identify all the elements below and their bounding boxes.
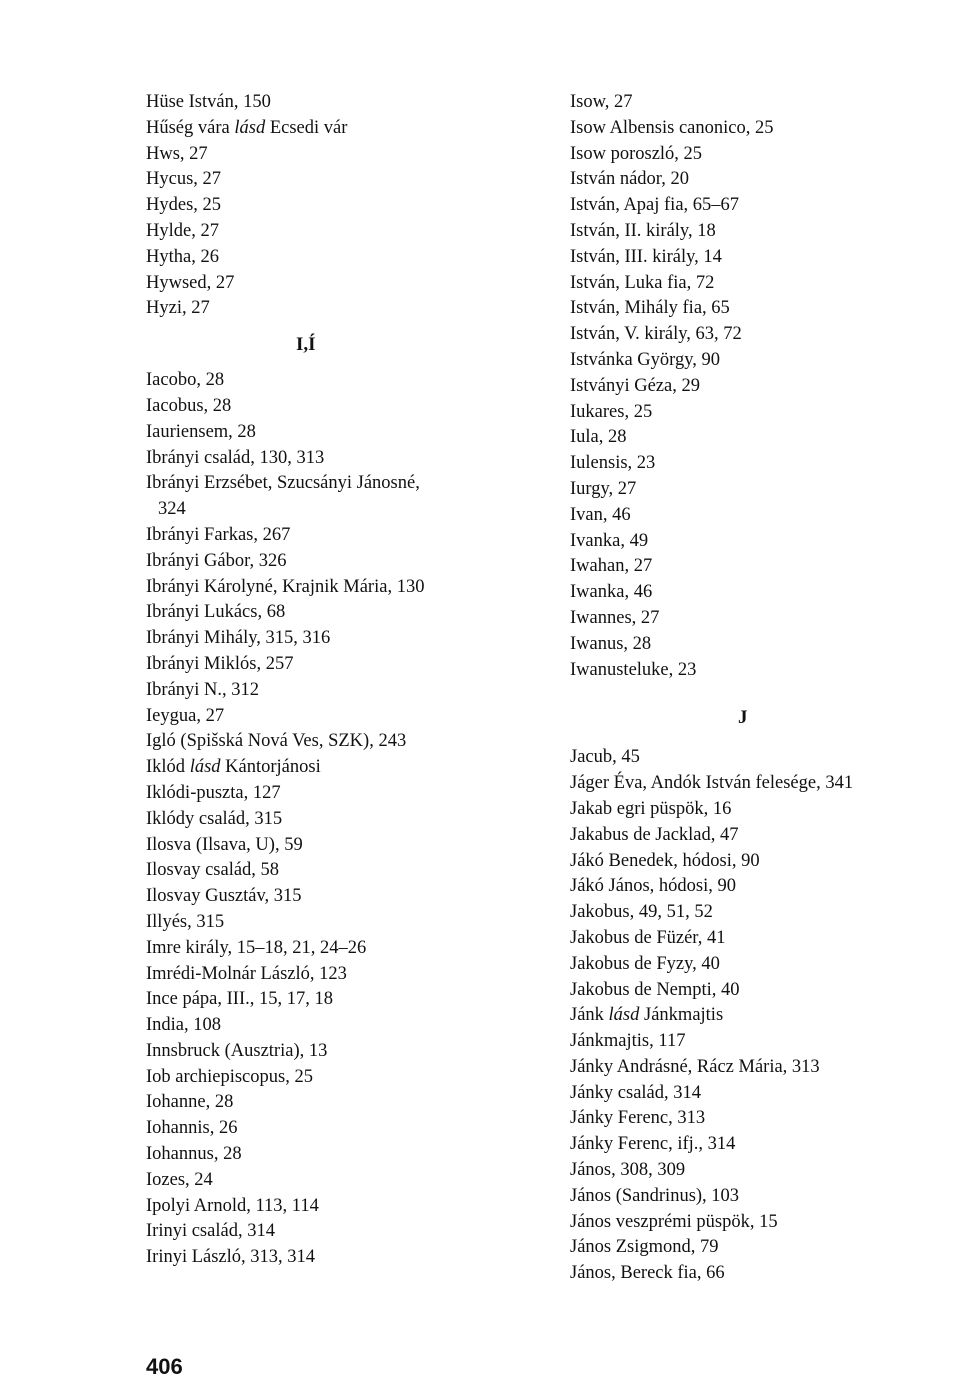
index-entry: István, III. király, 14 — [570, 246, 722, 267]
index-entry: Jakabus de Jacklad, 47 — [570, 824, 739, 845]
index-entry: Jakobus de Nempti, 40 — [570, 979, 740, 1000]
index-entry: Ibrányi Mihály, 315, 316 — [146, 628, 331, 649]
index-entry: Hytha, 26 — [146, 246, 219, 267]
index-entry: India, 108 — [146, 1015, 222, 1036]
index-entry: János Zsigmond, 79 — [570, 1237, 719, 1258]
index-entry: Hydes, 25 — [146, 195, 222, 216]
index-entry: Jakobus, 49, 51, 52 — [570, 902, 713, 923]
entry-text: Ibrányi Erzsébet, Szucsányi Jánosné, — [146, 473, 420, 494]
entry-continuation: 324 — [158, 499, 186, 520]
index-entry: Ibrányi Lukács, 68 — [146, 602, 286, 623]
index-entry: Irinyi család, 314 — [146, 1221, 275, 1242]
index-entry: Ieygua, 27 — [146, 705, 225, 726]
index-entry: Jánkmajtis, 117 — [570, 1031, 686, 1052]
index-entry: Ilosvay család, 58 — [146, 860, 280, 881]
section-heading: I,Í — [296, 334, 316, 356]
index-entry: Iula, 28 — [570, 427, 627, 448]
index-entry — [146, 116, 536, 142]
index-entry: Ibrányi Gábor, 326 — [146, 550, 287, 571]
index-entry: Jakobus de Fyzy, 40 — [570, 953, 720, 974]
index-group — [570, 90, 955, 683]
index-entry: Ibrányi N., 312 — [146, 679, 260, 700]
index-entry: János (Sandrinus), 103 — [570, 1185, 740, 1206]
index-entry: Hywsed, 27 — [146, 272, 235, 293]
index-entry: Igló (Spišská Nová Ves, SZK), 243 — [146, 731, 407, 752]
right-index-column — [570, 90, 955, 1287]
page-number: 406 — [146, 1354, 183, 1379]
entry-text: Kántorjánosi — [225, 757, 321, 778]
index-entry: Hüse István, 150 — [146, 92, 271, 112]
index-entry: Iwahan, 27 — [570, 556, 653, 577]
index-entry: Ibrányi Farkas, 267 — [146, 524, 291, 545]
index-entry: Iacobo, 28 — [146, 370, 225, 391]
index-entry: Iozes, 24 — [146, 1169, 213, 1190]
index-entry: Jakab egri püspök, 16 — [570, 798, 732, 819]
index-entry: Istvánka György, 90 — [570, 349, 721, 370]
index-entry: Ivan, 46 — [570, 504, 631, 525]
index-entry: Iohannis, 26 — [146, 1118, 238, 1139]
entry-text: Ecsedi vár — [269, 117, 348, 138]
index-entry: Hycus, 27 — [146, 169, 222, 190]
entry-text: Hűség vára — [146, 117, 230, 138]
index-entry: Jákó János, hódosi, 90 — [570, 876, 736, 897]
section-heading: J — [738, 707, 748, 729]
index-entry: Jákó Benedek, hódosi, 90 — [570, 850, 760, 871]
index-entry: Iwanus, 28 — [570, 633, 652, 654]
index-entry: Jáger Éva, Andók István felesége, 341 — [570, 773, 854, 794]
index-entry: Jánky család, 314 — [570, 1082, 702, 1103]
index-entry: Iklódi-puszta, 127 — [146, 782, 281, 803]
index-entry: Isow Albensis canonico, 25 — [570, 117, 774, 138]
index-entry: Iklódy család, 315 — [146, 808, 283, 829]
index-entry: Innsbruck (Ausztria), 13 — [146, 1040, 328, 1061]
index-entry: Hws, 27 — [146, 143, 208, 164]
entry-text: Jánk — [570, 1005, 604, 1026]
index-entry: István, Mihály fia, 65 — [570, 298, 730, 319]
index-entry: Ince pápa, III., 15, 17, 18 — [146, 989, 333, 1010]
index-entry: Hylde, 27 — [146, 220, 219, 241]
index-entry: János, Bereck fia, 66 — [570, 1263, 725, 1284]
index-entry: Iwanka, 46 — [570, 582, 653, 603]
see-reference: lásd — [189, 757, 221, 778]
index-entry: Jacub, 45 — [570, 747, 640, 768]
index-entry: Jánky Andrásné, Rácz Mária, 313 — [570, 1056, 820, 1077]
index-entry: Iauriensem, 28 — [146, 421, 256, 442]
entry-text: Iklód — [146, 757, 186, 778]
index-entry: Iwanusteluke, 23 — [570, 659, 697, 680]
index-entry: Iwannes, 27 — [570, 607, 660, 628]
index-entry: Ivanka, 49 — [570, 530, 649, 551]
index-entry: Jánky Ferenc, 313 — [570, 1108, 706, 1129]
index-group — [146, 368, 536, 1271]
index-entry — [146, 471, 536, 523]
index-entry: Imrédi-Molnár László, 123 — [146, 963, 347, 984]
index-entry: Iob archiepiscopus, 25 — [146, 1066, 313, 1087]
index-entry: Hyzi, 27 — [146, 298, 210, 319]
index-entry — [570, 1003, 955, 1029]
index-entry: Iukares, 25 — [570, 401, 653, 422]
index-group — [146, 90, 536, 322]
index-entry: Imre király, 15–18, 21, 24–26 — [146, 937, 367, 958]
index-entry: István nádor, 20 — [570, 169, 689, 190]
index-entry: Ipolyi Arnold, 113, 114 — [146, 1195, 319, 1216]
index-entry: Ilosvay Gusztáv, 315 — [146, 886, 302, 907]
index-entry: István, Apaj fia, 65–67 — [570, 195, 740, 216]
index-entry — [146, 755, 536, 781]
index-entry: István, II. király, 18 — [570, 220, 716, 241]
index-group — [570, 745, 955, 1287]
entry-text: Jánkmajtis — [644, 1005, 724, 1026]
index-entry: Isow, 27 — [570, 92, 633, 112]
see-reference: lásd — [608, 1005, 640, 1026]
see-reference: lásd — [234, 117, 266, 138]
index-entry: Isow poroszló, 25 — [570, 143, 703, 164]
index-entry: Iurgy, 27 — [570, 478, 637, 499]
index-entry: Iohanne, 28 — [146, 1092, 234, 1113]
index-entry: János veszprémi püspök, 15 — [570, 1211, 778, 1232]
index-entry: Illyés, 315 — [146, 911, 225, 932]
index-entry: Ibrányi család, 130, 313 — [146, 447, 325, 468]
index-entry: Irinyi László, 313, 314 — [146, 1247, 316, 1268]
index-entry: Iacobus, 28 — [146, 395, 232, 416]
index-entry: István, Luka fia, 72 — [570, 272, 715, 293]
index-entry: Iulensis, 23 — [570, 453, 656, 474]
index-entry: Ibrányi Miklós, 257 — [146, 653, 294, 674]
index-entry: Jakobus de Füzér, 41 — [570, 927, 726, 948]
index-entry: István, V. király, 63, 72 — [570, 324, 742, 345]
index-entry: Istványi Géza, 29 — [570, 375, 700, 396]
index-entry: Jánky Ferenc, ifj., 314 — [570, 1134, 736, 1155]
left-index-column — [146, 90, 536, 1271]
index-entry: Ilosva (Ilsava, U), 59 — [146, 834, 303, 855]
index-entry: János, 308, 309 — [570, 1160, 686, 1181]
index-entry: Iohannus, 28 — [146, 1144, 242, 1165]
index-entry: Ibrányi Károlyné, Krajnik Mária, 130 — [146, 576, 425, 597]
